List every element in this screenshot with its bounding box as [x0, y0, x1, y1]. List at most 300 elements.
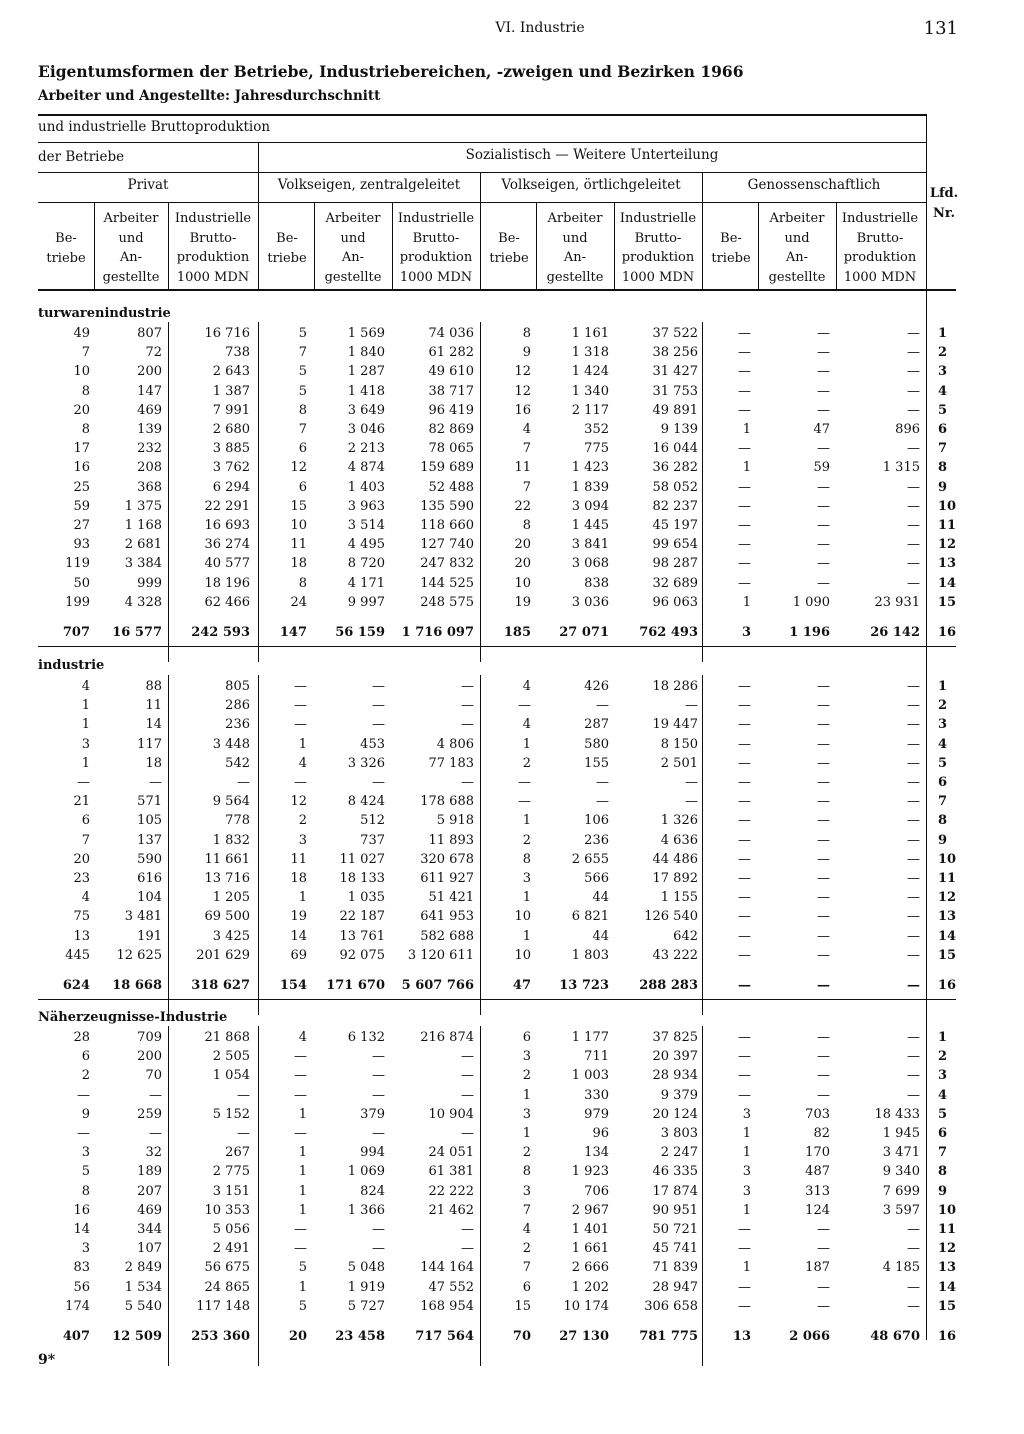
table-cell: 1 003: [571, 1068, 609, 1083]
table-cell: —: [907, 518, 920, 533]
table-cell: 43 222: [652, 948, 698, 963]
table-cell: 18: [145, 756, 162, 771]
table-cell: 580: [584, 737, 609, 752]
table-cell: —: [907, 717, 920, 732]
row-number: 11: [938, 871, 957, 886]
table-cell: 1: [298, 890, 307, 905]
row-number: 12: [938, 1241, 957, 1256]
table-cell: 642: [673, 929, 698, 944]
table-cell: 199: [65, 595, 90, 610]
table-cell: 44: [592, 890, 609, 905]
table-cell: 1 403: [347, 480, 385, 495]
table-cell: 4 636: [660, 833, 698, 848]
table-cell: 201 629: [196, 948, 250, 963]
table-cell: 469: [137, 403, 162, 418]
table-cell: 566: [584, 871, 609, 886]
table-cell: 155: [584, 756, 609, 771]
table-cell: 44: [592, 929, 609, 944]
row-number: 3: [938, 1068, 948, 1083]
table-cell: 1: [522, 1126, 531, 1141]
table-cell: 6: [298, 480, 307, 495]
table-cell: 178 688: [420, 794, 474, 809]
table-cell: —: [596, 775, 609, 790]
table-cell: —: [817, 403, 830, 418]
table-cell: 2 681: [124, 537, 162, 552]
table-cell: 1 177: [571, 1030, 609, 1045]
table-cell: 24 865: [204, 1280, 250, 1295]
table-row: [0, 362, 1024, 381]
table-cell: 5: [81, 1164, 90, 1179]
table-cell: 21 462: [428, 1203, 474, 1218]
table-cell: 247 832: [420, 556, 474, 571]
table-cell: 174: [65, 1299, 90, 1314]
table-row: [0, 497, 1024, 516]
table-cell: 4 328: [124, 595, 162, 610]
table-cell: 27: [73, 518, 90, 533]
table-row: [0, 478, 1024, 497]
table-cell: —: [372, 775, 385, 790]
table-cell: —: [461, 1126, 474, 1141]
table-cell: 1 919: [347, 1280, 385, 1295]
table-cell: 1: [81, 717, 90, 732]
chapter-title: VI. Industrie: [495, 20, 585, 36]
table-cell: 6 294: [212, 480, 250, 495]
table-cell: 27 130: [559, 1329, 609, 1344]
table-cell: 12 509: [112, 1329, 162, 1344]
table-cell: —: [738, 345, 751, 360]
rule-h2: [38, 172, 926, 173]
table-cell: 83: [73, 1260, 90, 1275]
table-cell: 3 514: [347, 518, 385, 533]
table-row: [0, 343, 1024, 362]
table-cell: —: [372, 717, 385, 732]
table-cell: 1 035: [347, 890, 385, 905]
table-row: [0, 1162, 1024, 1181]
table-cell: 2: [522, 833, 531, 848]
table-cell: 56 675: [204, 1260, 250, 1275]
table-row: [0, 401, 1024, 420]
table-cell: 320 678: [420, 852, 474, 867]
table-cell: 2: [522, 1241, 531, 1256]
section-title: turwarenindustrie: [38, 306, 171, 321]
table-cell: —: [372, 1088, 385, 1103]
table-cell: 3: [522, 1184, 531, 1199]
table-cell: 185: [503, 625, 531, 640]
row-number: 1: [938, 1030, 948, 1045]
table-total-row: [0, 623, 1024, 642]
table-total-row: [0, 1327, 1024, 1346]
table-cell: —: [817, 384, 830, 399]
table-cell: 236: [584, 833, 609, 848]
table-cell: —: [817, 1030, 830, 1045]
table-cell: 5: [298, 1299, 307, 1314]
table-cell: —: [738, 775, 751, 790]
table-cell: 93: [73, 537, 90, 552]
table-cell: 8: [298, 576, 307, 591]
table-cell: —: [907, 698, 920, 713]
table-cell: 445: [65, 948, 90, 963]
table-cell: 1 161: [571, 326, 609, 341]
row-number: 10: [938, 852, 957, 867]
row-number: 10: [938, 499, 957, 514]
table-cell: 5 607 766: [401, 978, 474, 993]
table-cell: 191: [137, 929, 162, 944]
table-cell: 19: [514, 595, 531, 610]
table-cell: 104: [137, 890, 162, 905]
table-row: [0, 516, 1024, 535]
table-cell: 118 660: [420, 518, 474, 533]
table-cell: —: [518, 698, 531, 713]
table-cell: —: [738, 978, 751, 993]
table-cell: 5 056: [212, 1222, 250, 1237]
table-cell: 717 564: [415, 1329, 474, 1344]
col-header-10: Be- triebe: [711, 231, 751, 266]
table-cell: 1: [742, 595, 751, 610]
table-cell: —: [817, 326, 830, 341]
table-cell: 5 727: [347, 1299, 385, 1314]
table-cell: 13: [73, 929, 90, 944]
table-cell: 47: [813, 422, 830, 437]
header-line2: der Betriebe: [38, 149, 125, 165]
table-cell: 208: [137, 460, 162, 475]
table-cell: —: [738, 871, 751, 886]
table-cell: —: [817, 556, 830, 571]
table-cell: 10: [514, 576, 531, 591]
table-cell: 1 054: [212, 1068, 250, 1083]
table-cell: —: [907, 1241, 920, 1256]
table-cell: 45 197: [652, 518, 698, 533]
table-cell: —: [817, 1222, 830, 1237]
table-cell: 1 168: [124, 518, 162, 533]
row-number: 5: [938, 403, 948, 418]
table-cell: 9 379: [660, 1088, 698, 1103]
table-cell: —: [738, 1049, 751, 1064]
table-cell: 12: [290, 794, 307, 809]
table-cell: 117: [137, 737, 162, 752]
table-cell: 1: [298, 737, 307, 752]
rule-h3: [38, 202, 926, 203]
rule-v-col-5: [536, 202, 537, 290]
table-cell: 1 196: [789, 625, 830, 640]
table-cell: 11 027: [339, 852, 385, 867]
row-number: 4: [938, 384, 948, 399]
row-number: 15: [938, 595, 957, 610]
table-cell: —: [817, 499, 830, 514]
table-cell: —: [817, 775, 830, 790]
table-cell: 12 625: [116, 948, 162, 963]
table-cell: 9 340: [882, 1164, 920, 1179]
table-cell: 124: [805, 1203, 830, 1218]
table-cell: 5 048: [347, 1260, 385, 1275]
row-number: 16: [938, 1329, 957, 1344]
table-cell: 32 689: [652, 576, 698, 591]
table-row: [0, 831, 1024, 850]
table-cell: 48 670: [870, 1329, 920, 1344]
table-cell: —: [738, 326, 751, 341]
table-cell: 1: [298, 1203, 307, 1218]
table-cell: —: [817, 833, 830, 848]
row-number: 15: [938, 948, 957, 963]
table-row: [0, 1278, 1024, 1297]
row-number: 14: [938, 929, 957, 944]
table-cell: 8: [522, 518, 531, 533]
table-cell: 7 991: [212, 403, 250, 418]
table-cell: 4: [298, 756, 307, 771]
row-number: 11: [938, 518, 957, 533]
table-cell: 1 945: [882, 1126, 920, 1141]
table-cell: 3 384: [124, 556, 162, 571]
table-cell: 147: [137, 384, 162, 399]
table-cell: —: [461, 1049, 474, 1064]
table-cell: 5 918: [436, 813, 474, 828]
table-cell: —: [461, 698, 474, 713]
table-row: [0, 735, 1024, 754]
table-cell: 1 716 097: [401, 625, 474, 640]
table-cell: 159 689: [420, 460, 474, 475]
table-cell: 1 202: [571, 1280, 609, 1295]
table-cell: 368: [137, 480, 162, 495]
table-cell: —: [817, 890, 830, 905]
rule-header-bottom: [38, 289, 956, 291]
table-cell: —: [907, 403, 920, 418]
table-cell: 999: [137, 576, 162, 591]
table-cell: —: [907, 1299, 920, 1314]
table-cell: 1 661: [571, 1241, 609, 1256]
table-cell: —: [77, 1126, 90, 1141]
table-cell: 1: [742, 1126, 751, 1141]
table-cell: 16 716: [204, 326, 250, 341]
table-cell: 106: [584, 813, 609, 828]
table-cell: 7: [522, 1203, 531, 1218]
table-cell: 3 649: [347, 403, 385, 418]
table-cell: —: [907, 775, 920, 790]
table-cell: 16 693: [204, 518, 250, 533]
row-number: 9: [938, 480, 948, 495]
table-cell: 207: [137, 1184, 162, 1199]
table-cell: 1 090: [792, 595, 830, 610]
table-cell: 624: [62, 978, 90, 993]
table-cell: 2 849: [124, 1260, 162, 1275]
table-cell: —: [461, 1222, 474, 1237]
table-cell: 1: [742, 422, 751, 437]
table-cell: 7 699: [882, 1184, 920, 1199]
rule-v-col-6: [614, 202, 615, 290]
table-cell: 98 287: [652, 556, 698, 571]
row-number: 3: [938, 717, 948, 732]
row-number: 5: [938, 1107, 948, 1122]
col-header-4: Be- triebe: [267, 231, 307, 266]
table-cell: —: [907, 909, 920, 924]
table-cell: 187: [805, 1260, 830, 1275]
table-cell: 1: [522, 737, 531, 752]
table-cell: —: [77, 1088, 90, 1103]
rule-v-col-7: [758, 202, 759, 290]
table-cell: 38 717: [428, 384, 474, 399]
table-cell: 70: [145, 1068, 162, 1083]
table-cell: 58 052: [652, 480, 698, 495]
table-cell: —: [817, 679, 830, 694]
table-cell: 20: [73, 852, 90, 867]
header-line1: und industrielle Bruttoproduktion: [38, 119, 271, 135]
table-cell: 4: [298, 1030, 307, 1045]
table-cell: 7: [522, 441, 531, 456]
table-cell: 22: [514, 499, 531, 514]
table-cell: —: [738, 890, 751, 905]
table-cell: —: [907, 1222, 920, 1237]
table-cell: 703: [805, 1107, 830, 1122]
table-cell: 21: [73, 794, 90, 809]
table-cell: 12: [290, 460, 307, 475]
table-cell: 17 874: [652, 1184, 698, 1199]
table-cell: 168 954: [420, 1299, 474, 1314]
table-cell: 582 688: [420, 929, 474, 944]
table-cell: 8 720: [347, 556, 385, 571]
table-row: [0, 869, 1024, 888]
table-cell: 14: [290, 929, 307, 944]
table-cell: 20: [514, 556, 531, 571]
table-row: [0, 439, 1024, 458]
table-cell: 70: [512, 1329, 531, 1344]
table-cell: 1 375: [124, 499, 162, 514]
table-cell: 5: [298, 364, 307, 379]
table-row: [0, 792, 1024, 811]
table-cell: 4 806: [436, 737, 474, 752]
table-row: [0, 1066, 1024, 1085]
table-row: [0, 324, 1024, 343]
table-cell: 3 036: [571, 595, 609, 610]
table-cell: —: [907, 556, 920, 571]
table-cell: —: [817, 871, 830, 886]
table-cell: 47 552: [428, 1280, 474, 1295]
table-cell: 2 117: [571, 403, 609, 418]
table-cell: —: [77, 775, 90, 790]
table-cell: —: [738, 556, 751, 571]
table-cell: 1 423: [571, 460, 609, 475]
table-cell: 23: [73, 871, 90, 886]
table-cell: 16 044: [652, 441, 698, 456]
table-cell: —: [907, 384, 920, 399]
table-cell: —: [738, 1030, 751, 1045]
table-cell: 1: [81, 756, 90, 771]
table-title: Eigentumsformen der Betriebe, Industriebereichen, -zweigen und Bezirken 1966: [38, 62, 744, 81]
col-header-3: Industrielle Brutto- produktion 1000 MDN: [174, 211, 252, 285]
table-cell: 979: [584, 1107, 609, 1122]
row-number: 13: [938, 909, 957, 924]
row-number: 14: [938, 576, 957, 591]
table-cell: 611 927: [420, 871, 474, 886]
table-row: [0, 1220, 1024, 1239]
row-number: 7: [938, 794, 948, 809]
table-row: [0, 1239, 1024, 1258]
table-cell: —: [817, 978, 830, 993]
table-cell: 306 658: [644, 1299, 698, 1314]
table-cell: —: [372, 1049, 385, 1064]
table-cell: —: [237, 775, 250, 790]
table-cell: 6: [81, 813, 90, 828]
table-cell: 17 892: [652, 871, 698, 886]
table-cell: —: [907, 978, 920, 993]
table-cell: 134: [584, 1145, 609, 1160]
table-cell: 8: [298, 403, 307, 418]
table-cell: 170: [805, 1145, 830, 1160]
table-cell: —: [294, 679, 307, 694]
table-cell: 20: [288, 1329, 307, 1344]
table-cell: 3 762: [212, 460, 250, 475]
rule-v-soz: [258, 142, 259, 290]
table-cell: 1 318: [571, 345, 609, 360]
table-cell: 37 825: [652, 1030, 698, 1045]
table-cell: 2 505: [212, 1049, 250, 1064]
table-cell: 6 821: [571, 909, 609, 924]
rule-v-col-8: [836, 202, 837, 290]
table-cell: 37 522: [652, 326, 698, 341]
table-cell: 13 716: [204, 871, 250, 886]
group-volkseigen-zentral: Volkseigen, zentralgeleitet: [277, 177, 461, 193]
table-cell: —: [907, 1088, 920, 1103]
table-cell: 1 205: [212, 890, 250, 905]
table-cell: —: [294, 1241, 307, 1256]
table-cell: 1 155: [660, 890, 698, 905]
table-row: [0, 554, 1024, 573]
table-cell: 2: [522, 1068, 531, 1083]
table-cell: 3: [81, 737, 90, 752]
table-cell: —: [738, 1241, 751, 1256]
table-cell: 24: [290, 595, 307, 610]
table-cell: —: [738, 384, 751, 399]
rule-v-col-3: [314, 202, 315, 290]
table-cell: 1: [298, 1280, 307, 1295]
table-cell: 2 643: [212, 364, 250, 379]
table-cell: —: [738, 717, 751, 732]
table-cell: —: [817, 948, 830, 963]
table-cell: 232: [137, 441, 162, 456]
table-cell: 4: [81, 890, 90, 905]
table-cell: 135 590: [420, 499, 474, 514]
table-cell: 23 931: [874, 595, 920, 610]
table-cell: —: [907, 441, 920, 456]
table-cell: 3 120 611: [407, 948, 474, 963]
table-cell: 6: [298, 441, 307, 456]
table-cell: 22 291: [204, 499, 250, 514]
col-header-2: Arbeiter und An- gestellte: [102, 211, 160, 285]
table-cell: 189: [137, 1164, 162, 1179]
table-cell: —: [685, 698, 698, 713]
table-cell: 9: [522, 345, 531, 360]
table-cell: —: [817, 794, 830, 809]
table-cell: 117 148: [196, 1299, 250, 1314]
table-cell: 49 891: [652, 403, 698, 418]
table-cell: 453: [360, 737, 385, 752]
table-row: [0, 574, 1024, 593]
table-cell: 3: [742, 1107, 751, 1122]
table-cell: 13 723: [559, 978, 609, 993]
row-number: 9: [938, 833, 948, 848]
table-cell: 61 381: [428, 1164, 474, 1179]
table-cell: 6: [81, 1049, 90, 1064]
table-cell: 9: [81, 1107, 90, 1122]
table-cell: 9 139: [660, 422, 698, 437]
row-number: 8: [938, 1164, 948, 1179]
table-cell: 3 326: [347, 756, 385, 771]
table-cell: 18 433: [874, 1107, 920, 1122]
table-cell: 127 740: [420, 537, 474, 552]
table-cell: 12: [514, 364, 531, 379]
table-cell: 11: [145, 698, 162, 713]
table-cell: 616: [137, 871, 162, 886]
table-cell: —: [372, 1241, 385, 1256]
table-row: [0, 696, 1024, 715]
row-number: 7: [938, 441, 948, 456]
